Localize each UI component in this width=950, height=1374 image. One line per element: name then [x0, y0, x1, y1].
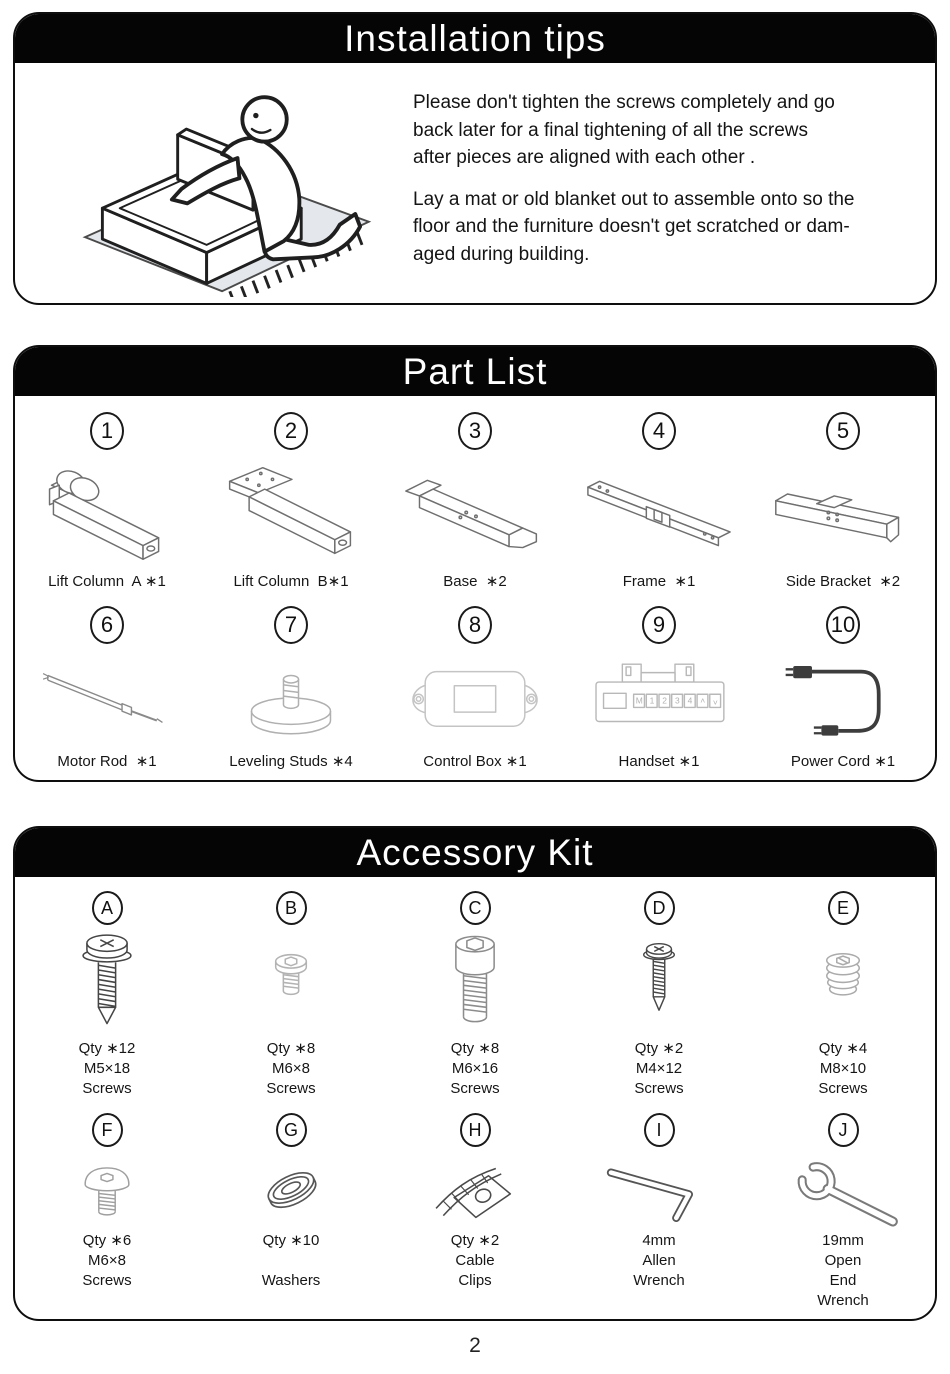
lift-column-b-icon	[206, 456, 376, 568]
side-bracket-icon	[758, 456, 928, 568]
svg-text:M: M	[635, 695, 643, 706]
accessory-qty: Qty ∗8	[450, 1040, 500, 1057]
accessory-type: Screws	[266, 1080, 316, 1097]
accessory-item-b	[199, 877, 383, 1099]
part-number-badge: 5	[826, 412, 860, 450]
installation-tips-title: Installation tips	[15, 14, 935, 63]
accessory-qty: Qty ∗2	[634, 1040, 684, 1057]
part-number-badge: 1	[90, 412, 124, 450]
accessory-type: Screws	[82, 1080, 132, 1097]
tips-line: aged during building.	[413, 243, 590, 265]
accessory-letter-badge: E	[828, 891, 859, 925]
accessory-qty: Qty ∗6	[82, 1232, 132, 1249]
accessory-type: Washers	[261, 1272, 321, 1289]
accessory-spec	[15, 1231, 199, 1291]
accessory-letter-badge: D	[644, 891, 675, 925]
part-list-row-1	[15, 396, 935, 590]
accessory-size: M5×18	[83, 1060, 131, 1077]
accessory-qty: Qty ∗4	[818, 1040, 868, 1057]
installation-tips-text	[413, 69, 855, 297]
tips-line: Please don't tighten the screws completely and go	[413, 92, 835, 113]
self-tapping-screw-icon	[611, 926, 707, 1036]
tool-type: Wrench	[633, 1272, 685, 1289]
accessory-letter-badge: A	[92, 891, 123, 925]
accessory-qty: Qty ∗12	[78, 1040, 136, 1057]
leveling-studs-icon	[216, 651, 366, 745]
accessory-spec	[383, 1039, 567, 1099]
accessory-item-c	[383, 877, 567, 1099]
svg-text:˄: ˄	[700, 695, 706, 706]
accessory-item-d	[567, 877, 751, 1099]
part-label: Lift Column A ∗1	[48, 573, 166, 590]
tips-paragraph-2	[413, 186, 855, 269]
accessory-kit-title: Accessory Kit	[15, 828, 935, 877]
part-label: Power Cord ∗1	[790, 753, 896, 770]
accessory-size: M8×10	[819, 1060, 867, 1077]
accessory-type: Screws	[450, 1080, 500, 1097]
tips-line: back later for a final tightening of all the screws	[413, 119, 808, 141]
part-item-1	[15, 396, 199, 590]
accessory-letter-badge: B	[276, 891, 307, 925]
control-box-icon	[390, 651, 560, 745]
tips-paragraph-1	[413, 89, 855, 172]
part-label: Motor Rod ∗1	[57, 753, 157, 770]
part-item-5	[751, 396, 935, 590]
part-item-8	[383, 590, 567, 770]
accessory-type: Cable	[455, 1252, 495, 1269]
accessory-type: Screws	[634, 1080, 684, 1097]
accessory-letter-badge: F	[92, 1113, 123, 1147]
accessory-spec	[567, 1039, 751, 1099]
cable-clip-icon	[425, 1145, 525, 1231]
part-number-badge: 9	[642, 606, 676, 644]
pan-head-screw-icon	[59, 926, 155, 1036]
tool-size: 19mm	[822, 1232, 864, 1249]
accessory-type: Clips	[458, 1272, 492, 1289]
accessory-spec	[567, 1231, 751, 1291]
assembly-illustration	[59, 75, 389, 297]
handset-icon	[574, 651, 744, 745]
part-number-badge: 10	[826, 606, 860, 644]
part-number-badge: 7	[274, 606, 308, 644]
allen-wrench-icon	[591, 1147, 727, 1229]
part-number-badge: 2	[274, 412, 308, 450]
tool-size: 4mm	[642, 1232, 676, 1249]
accessory-spec	[15, 1039, 199, 1099]
svg-text:4: 4	[687, 695, 693, 706]
accessory-size: M6×8	[88, 1252, 126, 1269]
open-end-wrench-icon	[775, 1147, 911, 1229]
part-item-9	[567, 590, 751, 770]
accessory-size: M6×8	[272, 1060, 310, 1077]
tool-type: Wrench	[817, 1292, 869, 1309]
part-label: Base ∗2	[443, 573, 507, 590]
svg-text:˅: ˅	[712, 697, 718, 708]
accessory-type: Screws	[818, 1080, 868, 1097]
accessory-kit-row-1	[15, 877, 935, 1099]
tips-line: after pieces are aligned with each other .	[413, 147, 756, 168]
svg-text:2: 2	[662, 695, 667, 706]
washer-icon	[245, 1147, 337, 1229]
accessory-qty: Qty ∗10	[262, 1232, 320, 1249]
accessory-item-f	[15, 1099, 199, 1311]
accessory-item-g	[199, 1099, 383, 1311]
accessory-item-e	[751, 877, 935, 1099]
set-screw-icon	[795, 926, 891, 1036]
part-list-section	[13, 345, 937, 782]
accessory-spec	[383, 1231, 567, 1291]
accessory-spec	[199, 1231, 383, 1291]
accessory-size: M6×16	[451, 1060, 499, 1077]
svg-text:1: 1	[649, 695, 655, 706]
svg-text:3: 3	[674, 695, 680, 706]
installation-tips-body	[15, 63, 935, 297]
accessory-size: M4×12	[635, 1060, 683, 1077]
accessory-qty: Qty ∗2	[450, 1232, 500, 1249]
accessory-spec	[751, 1231, 935, 1311]
tool-type: Allen	[642, 1252, 676, 1269]
tool-type: End	[829, 1272, 857, 1289]
accessory-item-h	[383, 1099, 567, 1311]
accessory-kit-section	[13, 826, 937, 1321]
part-number-badge: 6	[90, 606, 124, 644]
power-cord-icon	[763, 651, 923, 745]
part-number-badge: 8	[458, 606, 492, 644]
part-label: Handset ∗1	[618, 753, 700, 770]
accessory-spacer	[199, 1251, 383, 1271]
lift-column-a-icon	[22, 456, 192, 568]
part-label: Side Bracket ∗2	[785, 573, 901, 590]
accessory-item-i	[567, 1099, 751, 1311]
accessory-qty: Qty ∗8	[266, 1040, 316, 1057]
accessory-spec	[751, 1039, 935, 1099]
socket-cap-screw-icon	[427, 926, 523, 1036]
part-item-3	[383, 396, 567, 590]
part-item-2	[199, 396, 383, 590]
flat-head-screw-icon	[243, 926, 339, 1036]
accessory-type: Screws	[82, 1272, 132, 1289]
part-item-10	[751, 590, 935, 770]
accessory-letter-badge: I	[644, 1113, 675, 1147]
person-assembling-furniture-icon	[59, 75, 389, 297]
part-item-6	[15, 590, 199, 770]
button-head-screw-icon	[61, 1147, 153, 1229]
part-label: Control Box ∗1	[423, 753, 527, 770]
part-item-7	[199, 590, 383, 770]
installation-tips-section	[13, 12, 937, 305]
accessory-letter-badge: J	[828, 1113, 859, 1147]
accessory-kit-row-2	[15, 1099, 935, 1311]
part-list-row-2	[15, 590, 935, 770]
part-list-title: Part List	[15, 347, 935, 396]
accessory-letter-badge: H	[460, 1113, 491, 1147]
accessory-item-a	[15, 877, 199, 1099]
tips-line: floor and the furniture doesn't get scratched or dam-	[413, 216, 850, 237]
part-label: Frame ∗1	[622, 573, 696, 590]
accessory-item-j	[751, 1099, 935, 1311]
page-number: 2	[469, 1334, 481, 1357]
part-label: Leveling Studs ∗4	[229, 753, 353, 770]
accessory-letter-badge: C	[460, 891, 491, 925]
tool-type: Open	[824, 1252, 862, 1269]
tips-line: Lay a mat or old blanket out to assemble onto so the	[413, 188, 855, 210]
part-label: Lift Column B∗1	[233, 573, 349, 590]
part-item-4	[567, 396, 751, 590]
accessory-letter-badge: G	[276, 1113, 307, 1147]
motor-rod-icon	[27, 651, 187, 745]
frame-icon	[574, 456, 744, 568]
base-icon	[390, 456, 560, 568]
part-number-badge: 4	[642, 412, 676, 450]
accessory-spec	[199, 1039, 383, 1099]
part-number-badge: 3	[458, 412, 492, 450]
